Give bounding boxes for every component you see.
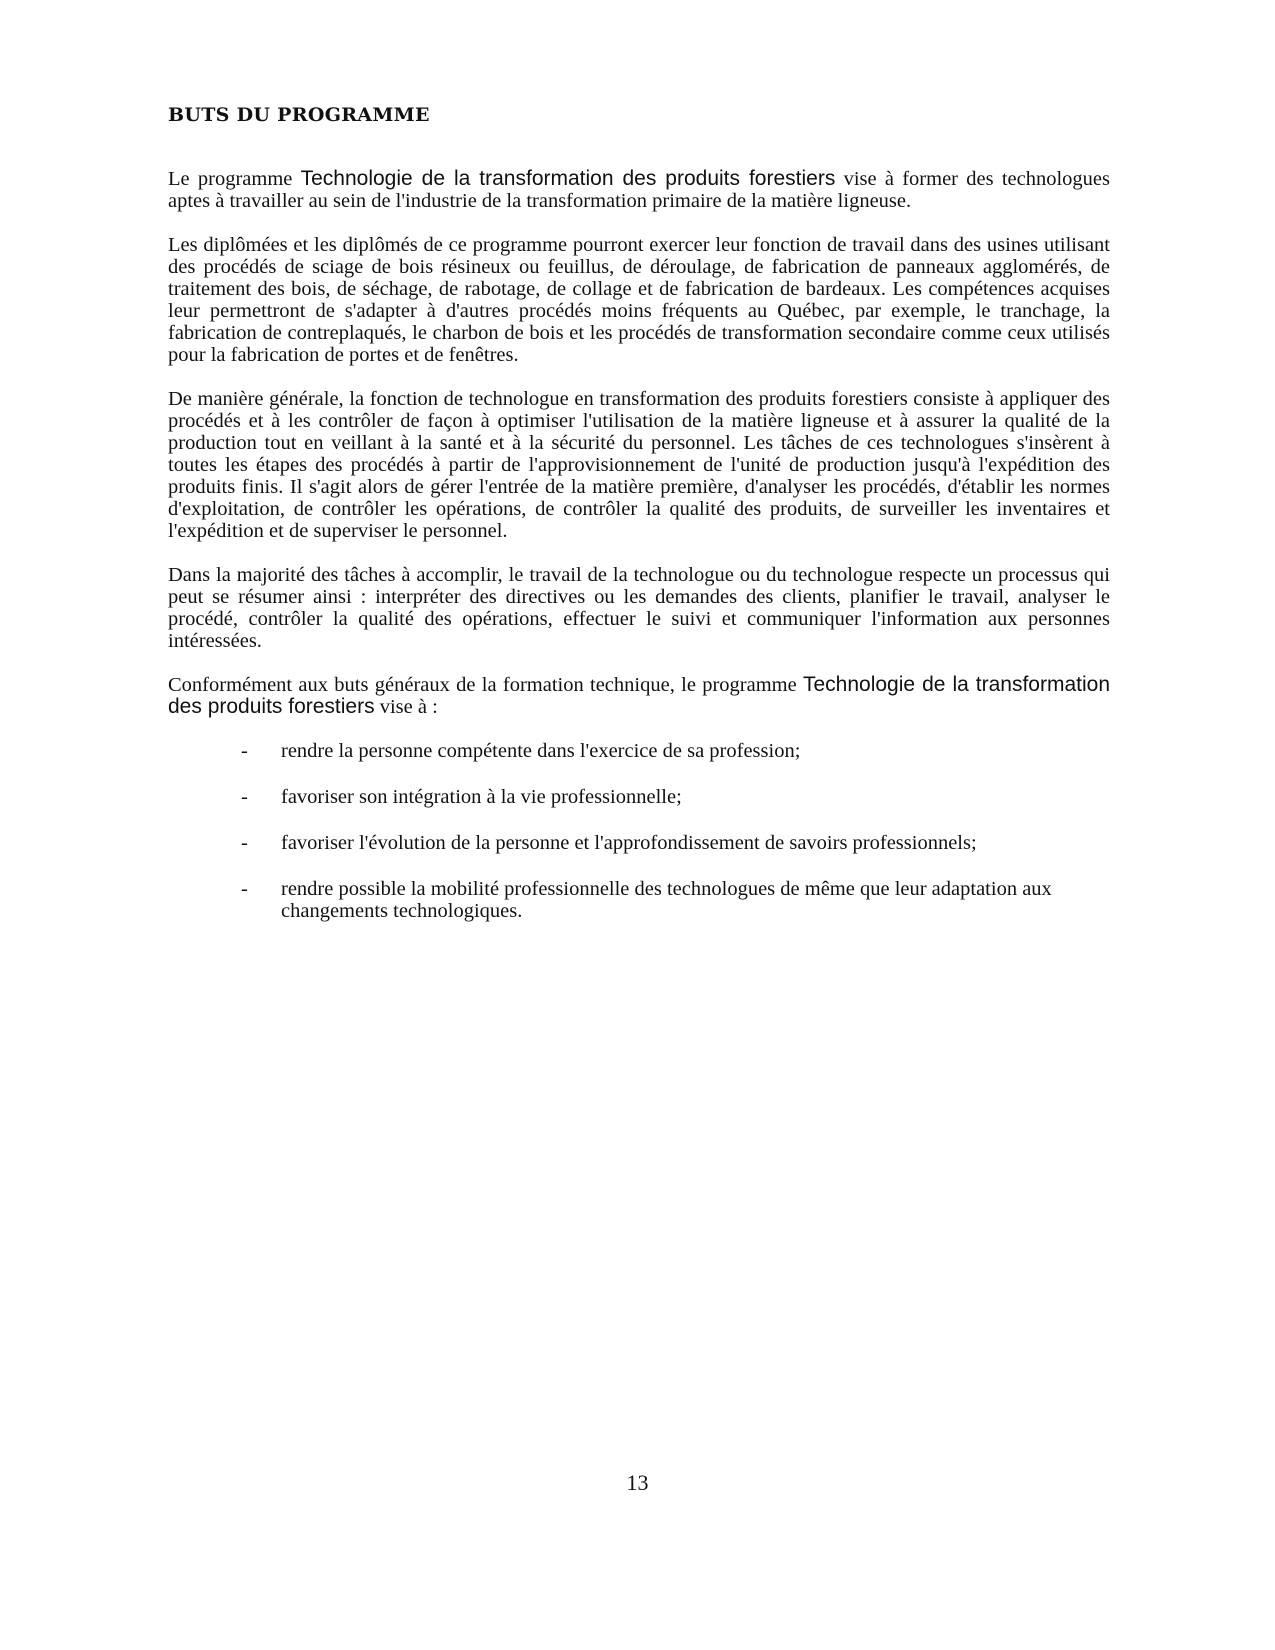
paragraph-intro-after: vise à former des technologues aptes à travailler au sein de l'industrie de la transformation primaire de la matière ligneuse.: [168, 168, 1110, 212]
list-item-text: rendre possible la mobilité professionnelle des technologues de même que leur adaptation aux changements technologiques.: [281, 878, 1052, 922]
paragraph-goals-intro: [168, 674, 1110, 718]
list-item: [168, 786, 1110, 808]
paragraph-function: De manière générale, la fonction de technologue en transformation des produits forestiers consiste à appliquer des procédés et à les contrôler de façon à optimiser l'utilisation de la matière ligneuse et à assurer la qualité de la production tout en veillant à la santé et à la sécurité du personnel. Les tâches de ces technologues s'insèrent à toutes les étapes des procédés à partir de l'approvisionnement de l'unité de production jusqu'à l'expédition des produits finis. Il s'agit alors de gérer l'entrée de la matière première, d'analyser les procédés, d'établir les normes d'exploitation, de contrôler les opérations, de contrôler la qualité des produits, de surveiller les inventaires et l'expédition et de superviser le personnel.: [168, 388, 1110, 542]
dash-bullet: -: [241, 832, 248, 854]
paragraph-intro-before: Le programme: [168, 168, 301, 190]
dash-bullet: -: [241, 740, 248, 762]
paragraph-process: Dans la majorité des tâches à accomplir, le travail de la technologue ou du technologue respecte un processus qui peut se résumer ainsi : interpréter des directives ou les demandes des clients, planifier le travail, analyser le procédé, contrôler la qualité des opérations, effectuer le suivi et communiquer l'information aux personnes intéressées.: [168, 564, 1110, 652]
dash-bullet: -: [241, 878, 248, 900]
list-item: [168, 878, 1110, 922]
page-content: [168, 104, 1110, 946]
page-number: 13: [626, 1470, 649, 1495]
list-item-text: rendre la personne compétente dans l'exercice de sa profession;: [281, 740, 801, 762]
paragraph-goals-before: Conformément aux buts généraux de la formation technique, le programme: [168, 674, 803, 696]
section-heading: BUTS DU PROGRAMME: [168, 104, 430, 126]
program-title: Technologie de la transformation des produits forestiers: [300, 167, 836, 190]
paragraph-graduates: Les diplômées et les diplômés de ce programme pourront exercer leur fonction de travail dans des usines utilisant des procédés de sciage de bois résineux ou feuillus, de déroulage, de fabrication de panneaux agglomérés, de traitement des bois, de séchage, de rabotage, de collage et de fabrication de bardeaux. Les compétences acquises leur permettront de s'adapter à d'autres procédés moins fréquents au Québec, par exemple, le tranchage, la fabrication de contreplaqués, le charbon de bois et les procédés de transformation secondaire comme ceux utilisés pour la fabrication de portes et de fenêtres.: [168, 234, 1110, 366]
list-item: [168, 832, 1110, 854]
program-title: Technologie de la transformation des produits forestiers: [168, 673, 1111, 718]
list-item-text: favoriser l'évolution de la personne et l'approfondissement de savoirs professionnels;: [281, 832, 977, 854]
paragraph-goals-after: vise à :: [374, 696, 438, 718]
paragraph-intro: [168, 168, 1110, 212]
goals-list: [168, 740, 1110, 922]
list-item-text: favoriser son intégration à la vie professionnelle;: [281, 786, 682, 808]
dash-bullet: -: [241, 786, 248, 808]
list-item: [168, 740, 1110, 762]
